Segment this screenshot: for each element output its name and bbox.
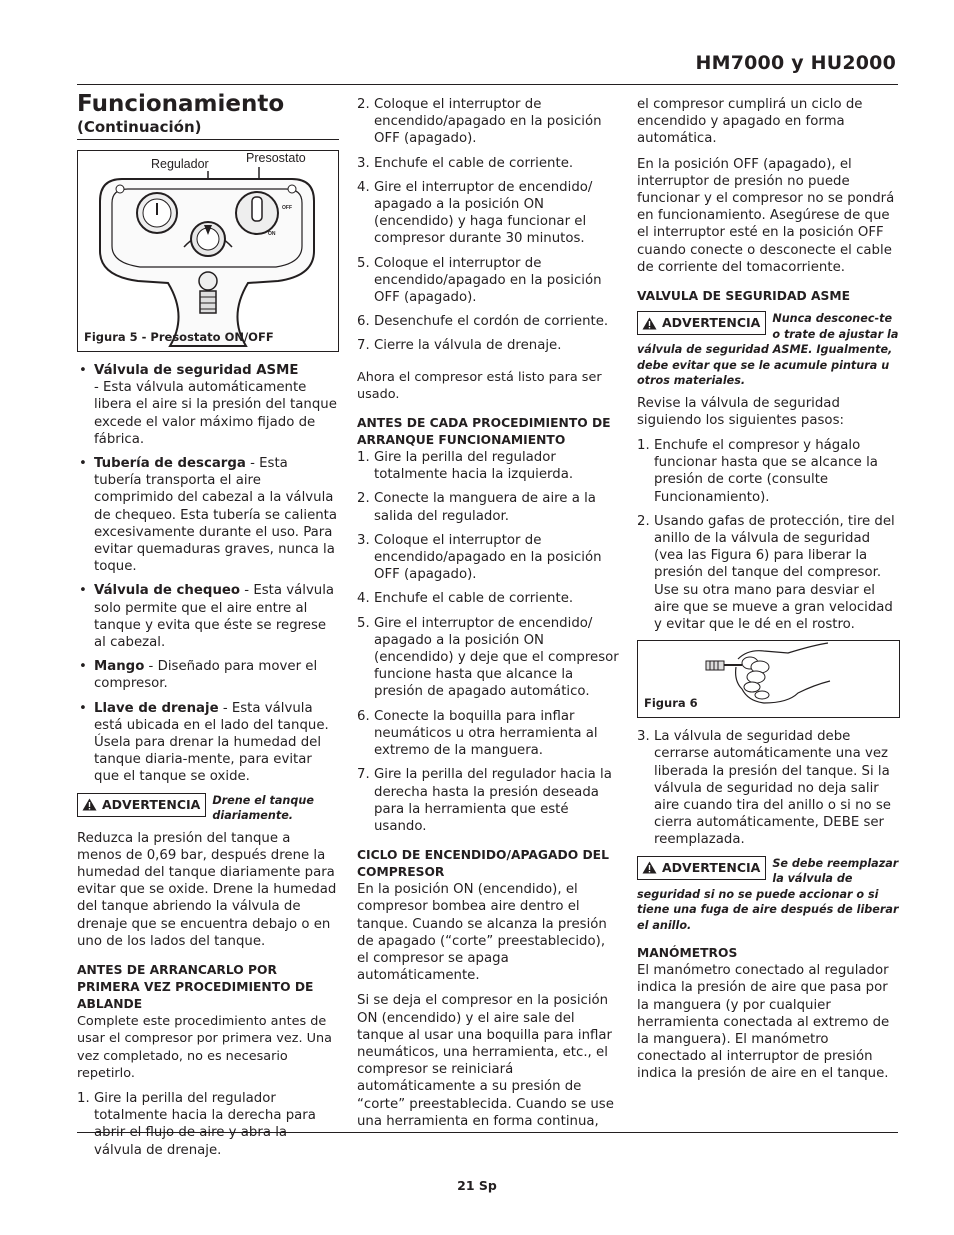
figure5-label-presostato: Presostato [246, 151, 306, 165]
warning-text: Nunca desconec-te o trate de ajustar la válvula de seguridad ASME. Igualmente, debe evitar que se le acumule pintura u otros materiales. [637, 312, 899, 388]
list-item: 2. Coloque el interruptor de encendido/apagado en la posición OFF (apagado). [357, 97, 602, 147]
paragraph: Complete este procedimiento antes de usar el compresor por primera vez. Una vez completado, no es necesario repetirlo. [77, 1014, 332, 1081]
paragraph: El manómetro conectado al regulador indica la presión de aire que pasa por la manguera (y por cualquier herramienta conectada al extremo de la manguera). El manómetro conectado al interruptor de presión indica la presión de aire en el tanque. [637, 963, 890, 1082]
bullet-text: - Esta válvula solo permite que el aire entre al tanque y evita que éste se regrese al cabezal. [94, 583, 335, 651]
warning-text: Drene el tanque diariamente. [212, 793, 314, 823]
list-item: 4. Enchufe el cable de corriente. [357, 591, 574, 607]
bullet-term: Llave de drenaje [94, 700, 219, 716]
component-list [77, 362, 339, 786]
list-item: 4. Gire el interruptor de encendido/ apagado a la posición ON (encendido) y haga funcionar el compresor durante 30 minutos. [357, 179, 593, 247]
list-item: 7. Cierre la válvula de drenaje. [357, 338, 562, 354]
footer-rule [77, 1132, 898, 1133]
list-item [77, 658, 339, 692]
subtitle-rule [77, 139, 339, 140]
warning-badge: ADVERTENCIA [77, 793, 206, 817]
paragraph: Reduzca la presión del tanque a menos de 0,69 bar, después drene la humedad del tanque diariamente para evitar que se oxide. Drene la humedad del tanque abriendo la válvula de drenaje que se encuentra debajo o en uno de los lados del tanque. [77, 830, 337, 949]
heading-break-in: ANTES DE ARRANCARLO POR PRIMERA VEZ PROCEDIMIENTO DE ABLANDE [77, 963, 314, 1012]
pressure-switch-illustration [78, 151, 338, 351]
valve-check-steps-continued [637, 728, 899, 848]
column-2 [357, 96, 619, 1138]
paragraph: En la posición ON (encendido), el compresor bombea aire dentro el tanque. Cuando se alcanza la presión de apagado (“corte” preestablecido), el compresor se apaga automáticamente. [357, 882, 607, 984]
valve-check-steps [637, 437, 899, 633]
bullet-term: Mango [94, 659, 145, 675]
section-title: Funcionamiento [77, 91, 285, 117]
paragraph: el compresor cumplirá un ciclo de encendido y apagado en forma automática. [637, 97, 863, 147]
page-number: 21 Sp [457, 1178, 497, 1193]
section-subtitle: (Continuación) [77, 118, 202, 136]
warning-triangle-icon [642, 317, 657, 330]
list-item: 3. Coloque el interruptor de encendido/apagado en la posición OFF (apagado). [357, 532, 602, 583]
bullet-term: Tubería de descarga [94, 456, 246, 472]
bullet-term: Válvula de seguridad ASME [94, 363, 299, 378]
heading-asme-valve: VALVULA DE SEGURIDAD ASME [637, 289, 850, 304]
heading-on-off-cycle: CICLO DE ENCENDIDO/APAGADO DEL COMPRESOR [357, 848, 609, 880]
figure5-label-regulador: Regulador [151, 157, 209, 171]
heading-before-start: ANTES DE CADA PROCEDIMIENTO DE ARRANQUE FUNCIONAMIENTO [357, 416, 611, 448]
list-item [77, 700, 339, 786]
list-item: 6. Conecte la boquilla para inflar neumáticos u otra herramienta al extremo de la manguera. [357, 708, 598, 759]
column-1 [77, 92, 339, 1166]
list-item: 3. La válvula de seguridad debe cerrarse automáticamente una vez liberada la presión del tanque. Si la válvula de seguridad no deja salir aire cuando tira del anillo o si no se cierra automáticamente, DEBE ser reemplazada. [637, 729, 891, 848]
list-item: 7. Gire la perilla del regulador hacia la derecha hasta la presión deseada para la herramienta que esté usando. [357, 767, 612, 834]
figure-6 [637, 640, 900, 718]
bullet-term: Válvula de chequeo [94, 583, 241, 599]
list-item: 1. Gire la perilla del regulador totalmente hacia la derecha para abrir el flujo de aire y abra la válvula de drenaje. [77, 1090, 316, 1158]
header-rule [77, 84, 898, 85]
warning-badge: ADVERTENCIA [637, 311, 766, 335]
list-item: 3. Enchufe el cable de corriente. [357, 155, 574, 171]
list-item: 1. Gire la perilla del regulador totalmente hacia la izquierda. [357, 450, 574, 483]
list-item: 2. Conecte la manguera de aire a la salida del regulador. [357, 491, 596, 524]
bullet-text: - Esta válvula está ubicada en el lado del tanque. Úsela para drenar la humedad del tanque diaria-mente, para evitar que el tanque se oxide. [94, 700, 329, 785]
column-3 [637, 96, 899, 1091]
warning-triangle-icon [82, 798, 97, 811]
warning-badge: ADVERTENCIA [637, 856, 766, 880]
startup-steps [357, 449, 619, 835]
list-item: 6. Desenchufe el cordón de corriente. [357, 314, 609, 330]
list-item [77, 455, 339, 575]
model-title: HM7000 y HU2000 [695, 52, 896, 74]
paragraph: Si se deja el compresor en la posición ON (encendido) y el aire sale del tanque al usar una boquilla para inflar neumáticos, una herramienta, etc., el compresor se reiniciará automáticamente a su presión de “corte” preestablecida. Cuando se use una herramienta en forma continua, [357, 993, 614, 1129]
paragraph: En la posición OFF (apagado), el interruptor de presión no puede funcionar y el compresor no se pondrá en funcionamiento. Asegúrese de que el interruptor esté en la posición OFF cuando conecte o desconecte el cable de corriente del tomacorriente. [637, 156, 895, 275]
warning-triangle-icon [642, 861, 657, 874]
list-item: 5. Gire el interruptor de encendido/ apagado a la posición ON (encendido) y deje que el compresor funcione hasta que alcance la presión de apagado automático. [357, 615, 619, 700]
heading-gauges: MANÓMETROS [637, 946, 738, 961]
break-in-steps [77, 1090, 339, 1159]
figure6-caption: Figura 6 [644, 695, 698, 710]
paragraph: Ahora el compresor está listo para ser usado. [357, 369, 602, 402]
warning-text: Se debe reemplazar la válvula de seguridad si no se puede accionar o si tiene una fuga de aire después de liberar el anillo. [637, 856, 899, 932]
bullet-text: - Esta válvula automáticamente libera el aire si la presión del tanque excede el valor máximo fijado de fábrica. [94, 380, 337, 447]
figure5-caption: Figura 5 - Presostato ON/OFF [84, 329, 274, 344]
list-item [77, 362, 339, 448]
paragraph: Revise la válvula de seguridad siguiendo los siguientes pasos: [637, 395, 844, 428]
list-item: 1. Enchufe el compresor y hágalo funcionar hasta que se alcance la presión de corte (consulte Funcionamiento). [637, 437, 878, 505]
list-item: 5. Coloque el interruptor de encendido/apagado en la posición OFF (apagado). [357, 255, 602, 306]
bullet-text: - Esta tubería transporta el aire comprimido del cabezal a la válvula de chequeo. Esta tubería se calienta excesivamente durante el uso. Para evitar quemaduras graves, nunca la toque. [94, 456, 338, 575]
break-in-steps-continued [357, 96, 619, 355]
switch-on-mark: ON [268, 231, 276, 237]
switch-off-mark: OFF [282, 205, 292, 211]
bullet-text: - Diseñado para mover el compresor. [94, 659, 318, 692]
figure-5 [77, 150, 339, 352]
list-item: 2. Usando gafas de protección, tire del anillo de la válvula de seguridad (vea las Figura 6) para liberar la presión del tanque del compresor. Use su otra mano para desviar el aire que se mueve a gran velocidad y evitar que le dé en el rostro. [637, 513, 895, 632]
warning-asme-valve [637, 311, 899, 389]
warning-replace-valve [637, 856, 899, 934]
list-item [77, 582, 339, 651]
warning-drain-tank [77, 793, 339, 824]
